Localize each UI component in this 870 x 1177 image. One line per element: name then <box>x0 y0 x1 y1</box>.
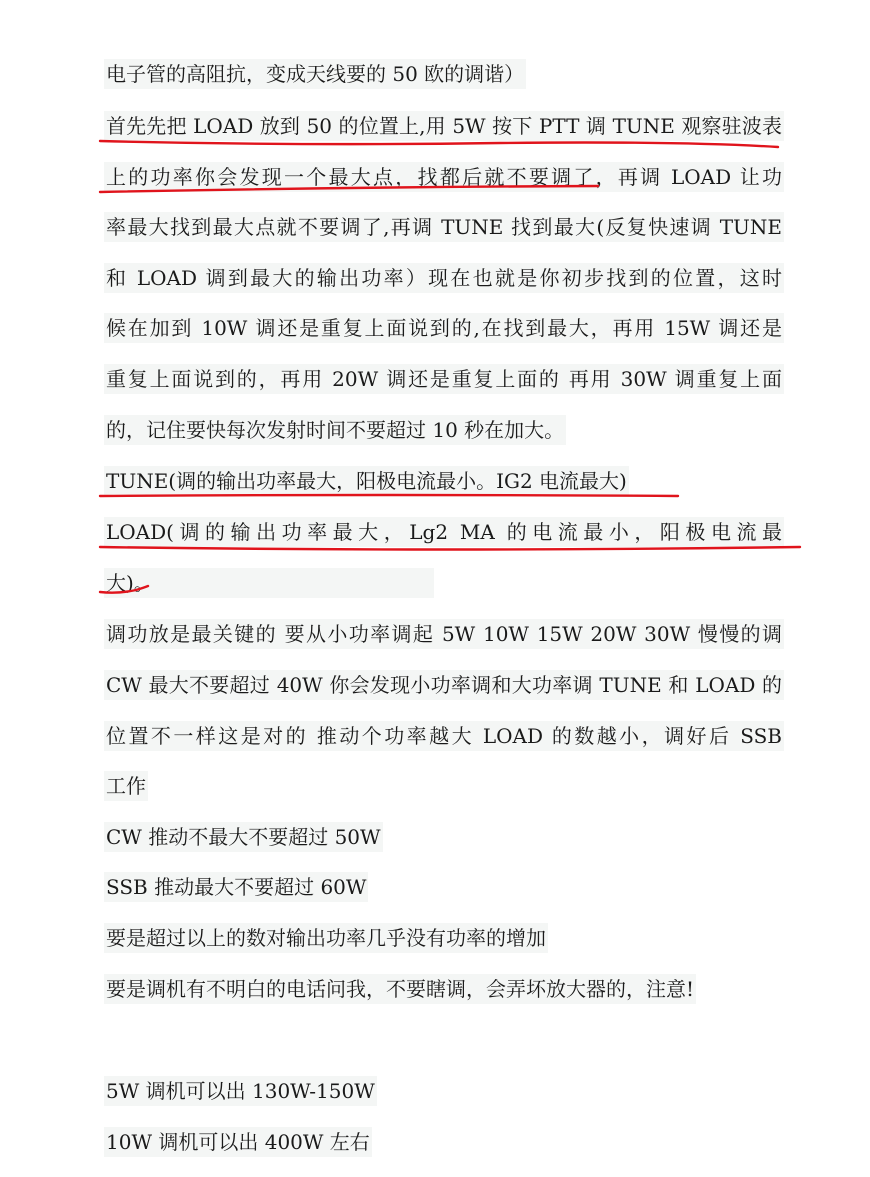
text-line-9: TUNE(调的输出功率最大，阳极电流最小。IG2 电流最大) <box>104 466 629 496</box>
text-line-19: 要是调机有不明白的电话问我，不要瞎调，会弄坏放大器的，注意! <box>104 974 696 1004</box>
text-line-21: 10W 调机可以出 400W 左右 <box>104 1127 372 1157</box>
underline-line-10 <box>100 547 800 550</box>
text-line-7: 重复上面说到的，再用 20W 调还是重复上面的 再用 30W 调重复上面 <box>104 364 784 394</box>
text-line-2: 首先先把 LOAD 放到 50 的位置上,用 5W 按下 PTT 调 TUNE 观察驻波表 <box>104 111 784 141</box>
text-line-1: 电子管的高阻抗，变成天线要的 50 欧的调谐） <box>104 59 526 89</box>
text-line-18: 要是超过以上的数对输出功率几乎没有功率的增加 <box>104 923 548 953</box>
text-line-3: 上的功率你会发现一个最大点，找都后就不要调了，再调 LOAD 让功 <box>104 162 784 192</box>
text-line-16: CW 推动不最大不要超过 50W <box>104 822 383 852</box>
text-line-11: 大)。 <box>104 568 434 598</box>
text-line-15: 工作 <box>104 771 148 801</box>
text-line-17: SSB 推动最大不要超过 60W <box>104 872 368 902</box>
text-line-12: 调功放是最关键的 要从小功率调起 5W 10W 15W 20W 30W 慢慢的调 <box>104 619 784 649</box>
text-line-8: 的，记住要快每次发射时间不要超过 10 秒在加大。 <box>104 415 566 445</box>
text-line-5: 和 LOAD 调到最大的输出功率）现在也就是你初步找到的位置，这时 <box>104 263 784 293</box>
text-line-20: 5W 调机可以出 130W-150W <box>104 1076 377 1106</box>
underline-line-2 <box>100 141 778 147</box>
text-line-14: 位置不一样这是对的 推动个功率越大 LOAD 的数越小，调好后 SSB <box>104 721 784 751</box>
text-line-6: 候在加到 10W 调还是重复上面说到的,在找到最大，再用 15W 调还是 <box>104 313 784 343</box>
text-line-4: 率最大找到最大点就不要调了,再调 TUNE 找到最大(反复快速调 TUNE <box>104 212 784 242</box>
text-line-13: CW 最大不要超过 40W 你会发现小功率调和大功率调 TUNE 和 LOAD 的 <box>104 670 784 700</box>
text-line-10: LOAD(调的输出功率最大，Lg2 MA 的电流最小，阳极电流最 <box>104 517 784 547</box>
